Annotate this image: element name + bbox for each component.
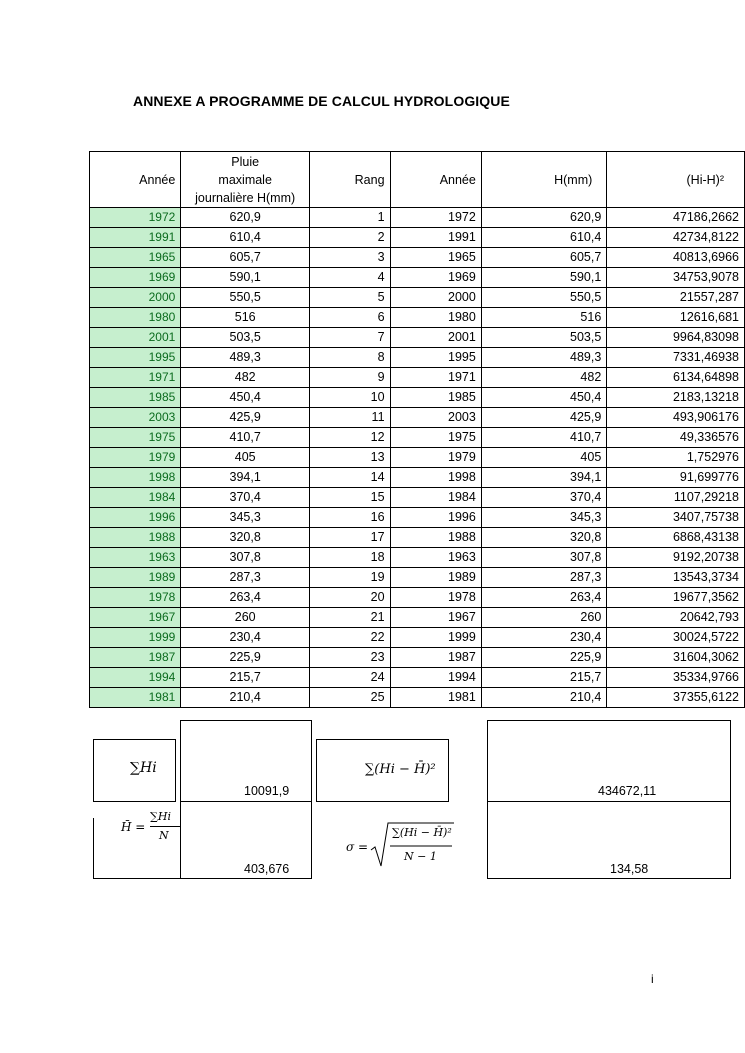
cell-annee-sorted: 1971 (390, 368, 481, 388)
cell-h: 410,7 (481, 428, 606, 448)
cell-rang: 17 (310, 528, 390, 548)
cell-h: 610,4 (481, 228, 606, 248)
sigma-formula-lhs: σ = (346, 840, 369, 854)
cell-annee-sorted: 1967 (390, 608, 481, 628)
cell-pluie: 489,3 (181, 348, 310, 368)
cell-pluie: 263,4 (181, 588, 310, 608)
cell-year: 2001 (90, 328, 181, 348)
cell-hi-h: 34753,9078 (607, 268, 745, 288)
cell-annee-sorted: 1965 (390, 248, 481, 268)
cell-year: 1979 (90, 448, 181, 468)
cell-h: 307,8 (481, 548, 606, 568)
cell-h: 370,4 (481, 488, 606, 508)
cell-rang: 19 (310, 568, 390, 588)
table-row (90, 288, 745, 308)
table-row (90, 568, 745, 588)
table-row (90, 208, 745, 228)
cell-rang: 13 (310, 448, 390, 468)
header-pluie (181, 152, 310, 208)
cell-hi-h: 47186,2662 (607, 208, 745, 228)
cell-annee-sorted: 1991 (390, 228, 481, 248)
cell-h: 210,4 (481, 688, 606, 708)
cell-hi-h: 1107,29218 (607, 488, 745, 508)
mean-formula-lhs: H̄ = (121, 820, 146, 834)
cell-h: 550,5 (481, 288, 606, 308)
cell-year: 1987 (90, 648, 181, 668)
table-row (90, 468, 745, 488)
cell-pluie: 287,3 (181, 568, 310, 588)
cell-annee-sorted: 2001 (390, 328, 481, 348)
header-hi-h: (Hi-H)² (607, 152, 745, 208)
cell-year: 1963 (90, 548, 181, 568)
cell-annee-sorted: 1969 (390, 268, 481, 288)
cell-rang: 6 (310, 308, 390, 328)
cell-hi-h: 6134,64898 (607, 368, 745, 388)
cell-hi-h: 9964,83098 (607, 328, 745, 348)
cell-year: 1989 (90, 568, 181, 588)
cell-pluie: 345,3 (181, 508, 310, 528)
cell-h: 260 (481, 608, 606, 628)
cell-hi-h: 9192,20738 (607, 548, 745, 568)
cell-pluie: 610,4 (181, 228, 310, 248)
cell-pluie: 260 (181, 608, 310, 628)
cell-annee-sorted: 1980 (390, 308, 481, 328)
cell-hi-h: 6868,43138 (607, 528, 745, 548)
table-row (90, 368, 745, 388)
cell-hi-h: 40813,6966 (607, 248, 745, 268)
table-header-row (90, 152, 745, 208)
cell-h: 394,1 (481, 468, 606, 488)
cell-h: 482 (481, 368, 606, 388)
cell-rang: 23 (310, 648, 390, 668)
cell-h: 620,9 (481, 208, 606, 228)
cell-year: 1984 (90, 488, 181, 508)
cell-h: 489,3 (481, 348, 606, 368)
cell-year: 1981 (90, 688, 181, 708)
cell-rang: 10 (310, 388, 390, 408)
cell-pluie: 370,4 (181, 488, 310, 508)
cell-hi-h: 3407,75738 (607, 508, 745, 528)
cell-rang: 5 (310, 288, 390, 308)
cell-pluie: 620,9 (181, 208, 310, 228)
header-pluie-line3: journalière H(mm) (195, 190, 296, 205)
page-number: i (651, 972, 654, 986)
table-row (90, 488, 745, 508)
table-row (90, 348, 745, 368)
cell-annee-sorted: 1984 (390, 488, 481, 508)
table-row (90, 588, 745, 608)
cell-annee-sorted: 1981 (390, 688, 481, 708)
hydrology-table (89, 151, 745, 708)
cell-rang: 7 (310, 328, 390, 348)
cell-rang: 16 (310, 508, 390, 528)
header-h: H(mm) (481, 152, 606, 208)
cell-rang: 4 (310, 268, 390, 288)
cell-annee-sorted: 2003 (390, 408, 481, 428)
cell-rang: 21 (310, 608, 390, 628)
mean-formula-denominator: N (159, 829, 169, 842)
cell-annee-sorted: 1994 (390, 668, 481, 688)
cell-hi-h: 20642,793 (607, 608, 745, 628)
cell-rang: 24 (310, 668, 390, 688)
cell-pluie: 320,8 (181, 528, 310, 548)
cell-pluie: 225,9 (181, 648, 310, 668)
cell-hi-h: 49,336576 (607, 428, 745, 448)
cell-year: 1988 (90, 528, 181, 548)
table-row (90, 328, 745, 348)
cell-rang: 2 (310, 228, 390, 248)
header-rang: Rang (310, 152, 390, 208)
mean-value: 403,676 (244, 862, 290, 876)
cell-year: 1975 (90, 428, 181, 448)
cell-annee-sorted: 1985 (390, 388, 481, 408)
table-row (90, 648, 745, 668)
cell-hi-h: 19677,3562 (607, 588, 745, 608)
cell-year: 1965 (90, 248, 181, 268)
sum-hi-formula: ∑Hi (130, 760, 157, 776)
cell-h: 450,4 (481, 388, 606, 408)
cell-rang: 15 (310, 488, 390, 508)
cell-hi-h: 91,699776 (607, 468, 745, 488)
cell-hi-h: 2183,13218 (607, 388, 745, 408)
cell-annee-sorted: 1979 (390, 448, 481, 468)
table-row (90, 428, 745, 448)
mean-bottom-border (93, 878, 180, 879)
cell-hi-h: 13543,3734 (607, 568, 745, 588)
cell-hi-h: 35334,9766 (607, 668, 745, 688)
cell-h: 516 (481, 308, 606, 328)
cell-annee-sorted: 1989 (390, 568, 481, 588)
cell-h: 503,5 (481, 328, 606, 348)
cell-annee-sorted: 2000 (390, 288, 481, 308)
cell-annee-sorted: 1996 (390, 508, 481, 528)
cell-rang: 8 (310, 348, 390, 368)
cell-rang: 11 (310, 408, 390, 428)
cell-pluie: 230,4 (181, 628, 310, 648)
cell-hi-h: 31604,3062 (607, 648, 745, 668)
table-row (90, 628, 745, 648)
table-row (90, 408, 745, 428)
sigma-value-cell (487, 801, 731, 879)
cell-rang: 18 (310, 548, 390, 568)
cell-pluie: 503,5 (181, 328, 310, 348)
cell-year: 1991 (90, 228, 181, 248)
cell-pluie: 394,1 (181, 468, 310, 488)
cell-pluie: 590,1 (181, 268, 310, 288)
cell-annee-sorted: 1995 (390, 348, 481, 368)
table-row (90, 668, 745, 688)
cell-h: 320,8 (481, 528, 606, 548)
mean-left-border (93, 818, 94, 879)
mean-fraction-bar (150, 826, 180, 827)
cell-annee-sorted: 1987 (390, 648, 481, 668)
cell-hi-h: 1,752976 (607, 448, 745, 468)
cell-h: 405 (481, 448, 606, 468)
cell-pluie: 410,7 (181, 428, 310, 448)
cell-pluie: 425,9 (181, 408, 310, 428)
cell-annee-sorted: 1972 (390, 208, 481, 228)
cell-h: 425,9 (481, 408, 606, 428)
sum-hi-label-box (93, 739, 176, 802)
cell-h: 225,9 (481, 648, 606, 668)
table-row (90, 228, 745, 248)
table-row (90, 688, 745, 708)
cell-h: 263,4 (481, 588, 606, 608)
cell-h: 215,7 (481, 668, 606, 688)
header-pluie-line1: Pluie (231, 154, 260, 169)
sum-dev-formula: ∑(Hi − H̄)² (365, 762, 436, 777)
cell-annee-sorted: 1998 (390, 468, 481, 488)
cell-year: 2003 (90, 408, 181, 428)
cell-pluie: 450,4 (181, 388, 310, 408)
cell-year: 1978 (90, 588, 181, 608)
cell-pluie: 307,8 (181, 548, 310, 568)
cell-h: 590,1 (481, 268, 606, 288)
table-row (90, 248, 745, 268)
cell-year: 1994 (90, 668, 181, 688)
table-row (90, 448, 745, 468)
cell-hi-h: 493,906176 (607, 408, 745, 428)
header-annee-sorted: Année (390, 152, 481, 208)
cell-h: 230,4 (481, 628, 606, 648)
cell-pluie: 516 (181, 308, 310, 328)
table-row (90, 528, 745, 548)
cell-year: 1980 (90, 308, 181, 328)
table-row (90, 308, 745, 328)
table-row (90, 508, 745, 528)
cell-hi-h: 21557,287 (607, 288, 745, 308)
cell-rang: 20 (310, 588, 390, 608)
cell-year: 1998 (90, 468, 181, 488)
cell-year: 1971 (90, 368, 181, 388)
cell-year: 1985 (90, 388, 181, 408)
cell-hi-h: 30024,5722 (607, 628, 745, 648)
cell-annee-sorted: 1963 (390, 548, 481, 568)
cell-year: 2000 (90, 288, 181, 308)
cell-rang: 14 (310, 468, 390, 488)
cell-pluie: 605,7 (181, 248, 310, 268)
cell-year: 1972 (90, 208, 181, 228)
sum-dev-value: 434672,11 (598, 784, 657, 798)
header-pluie-line2: maximale (218, 172, 272, 187)
sum-dev-label-box (316, 739, 449, 802)
sum-hi-value: 10091,9 (244, 784, 290, 798)
cell-hi-h: 42734,8122 (607, 228, 745, 248)
cell-h: 605,7 (481, 248, 606, 268)
cell-h: 287,3 (481, 568, 606, 588)
cell-pluie: 215,7 (181, 668, 310, 688)
cell-rang: 3 (310, 248, 390, 268)
sigma-value: 134,58 (610, 862, 649, 876)
cell-hi-h: 12616,681 (607, 308, 745, 328)
cell-pluie: 550,5 (181, 288, 310, 308)
cell-year: 1999 (90, 628, 181, 648)
cell-annee-sorted: 1978 (390, 588, 481, 608)
cell-hi-h: 37355,6122 (607, 688, 745, 708)
cell-annee-sorted: 1975 (390, 428, 481, 448)
cell-rang: 9 (310, 368, 390, 388)
table-row (90, 548, 745, 568)
sigma-formula-numerator: ∑(Hi − H̄)² (392, 826, 452, 839)
cell-year: 1969 (90, 268, 181, 288)
cell-annee-sorted: 1999 (390, 628, 481, 648)
page-title: ANNEXE A PROGRAMME DE CALCUL HYDROLOGIQUE (133, 93, 510, 109)
cell-year: 1995 (90, 348, 181, 368)
table-row (90, 388, 745, 408)
cell-pluie: 405 (181, 448, 310, 468)
header-annee: Année (90, 152, 181, 208)
cell-h: 345,3 (481, 508, 606, 528)
cell-hi-h: 7331,46938 (607, 348, 745, 368)
cell-rang: 22 (310, 628, 390, 648)
cell-annee-sorted: 1988 (390, 528, 481, 548)
cell-pluie: 482 (181, 368, 310, 388)
cell-rang: 12 (310, 428, 390, 448)
sigma-formula-denominator: N − 1 (404, 850, 437, 863)
cell-year: 1996 (90, 508, 181, 528)
table-row (90, 608, 745, 628)
cell-pluie: 210,4 (181, 688, 310, 708)
cell-year: 1967 (90, 608, 181, 628)
mean-formula-numerator: ∑Hi (150, 810, 171, 823)
table-row (90, 268, 745, 288)
cell-rang: 25 (310, 688, 390, 708)
cell-rang: 1 (310, 208, 390, 228)
